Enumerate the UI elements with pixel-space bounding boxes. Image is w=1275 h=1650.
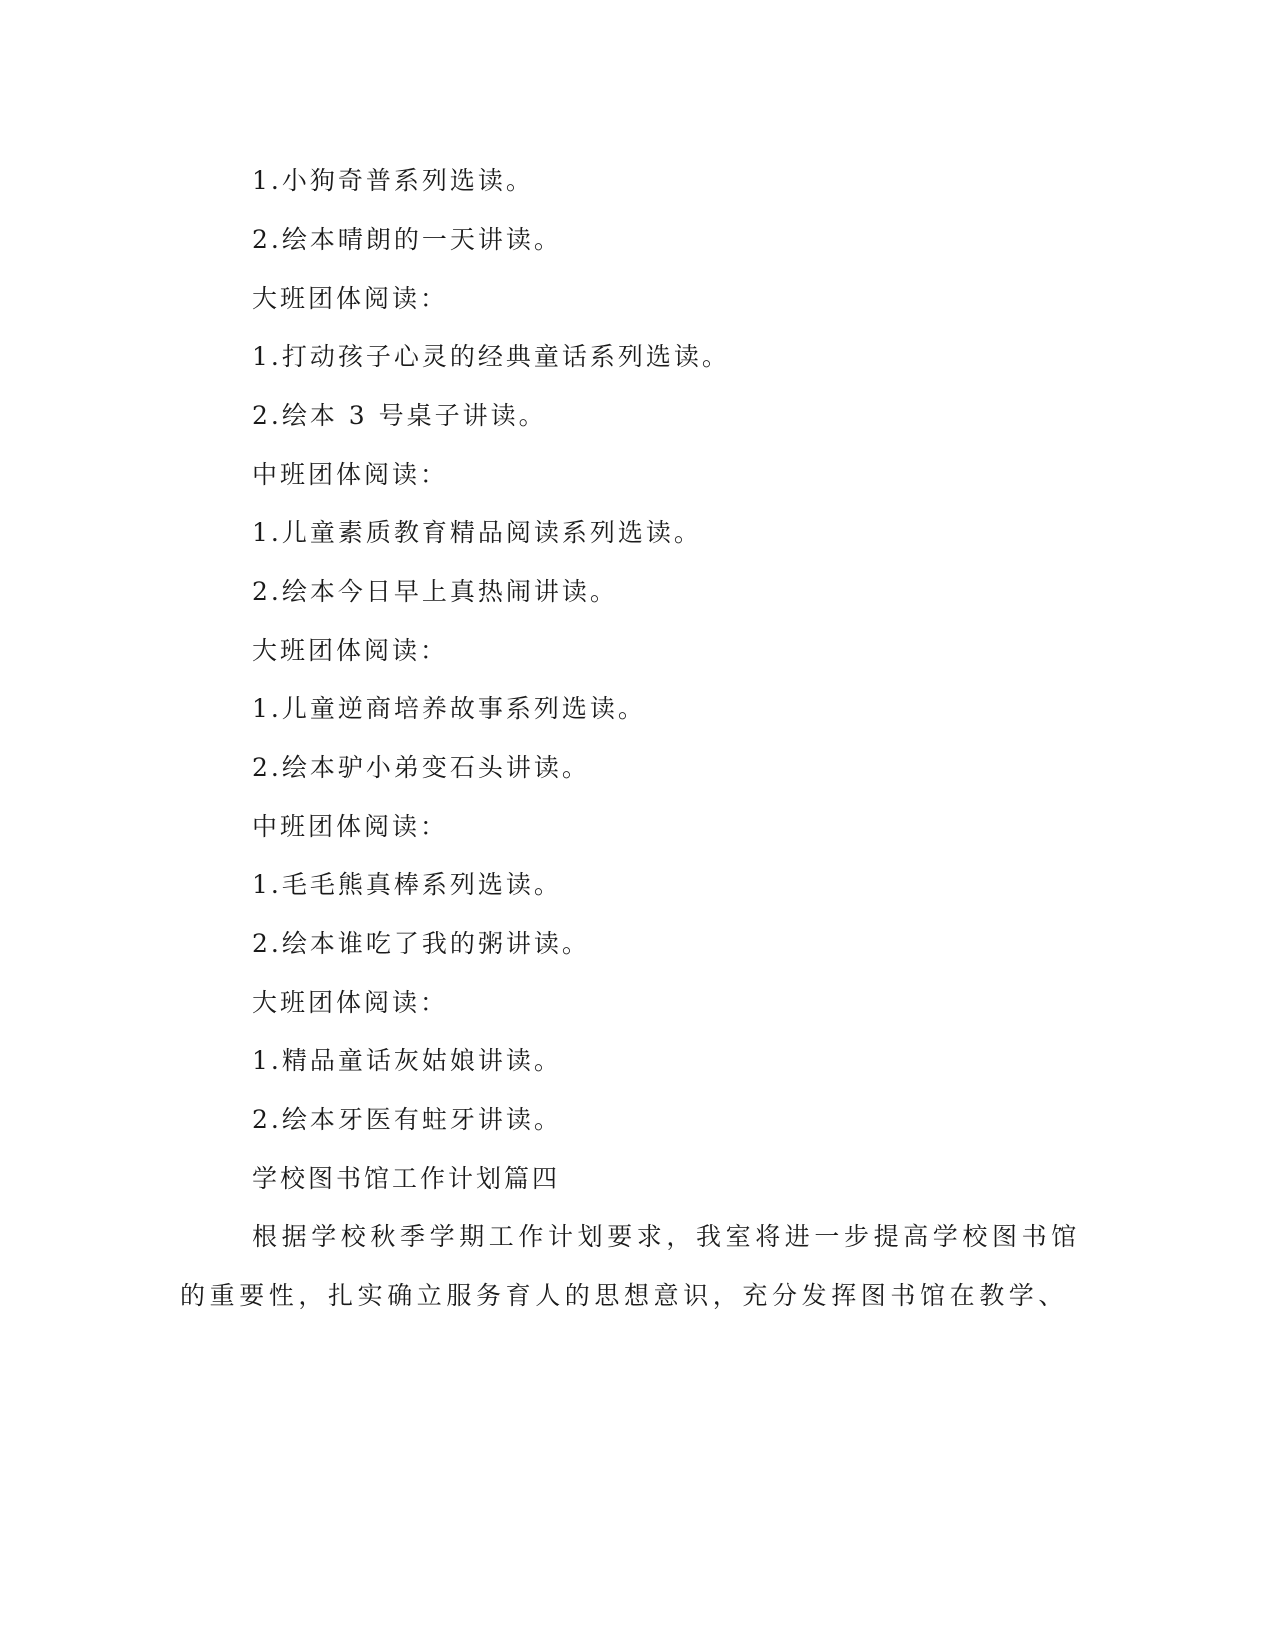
section-heading: 中班团体阅读： (252, 812, 449, 841)
paragraph-line: 根据学校秋季学期工作计划要求，我室将进一步提高学校图书馆 (252, 1222, 1081, 1251)
section-heading: 大班团体阅读： (252, 284, 449, 313)
text-line: 2.绘本牙医有蛀牙讲读。 (252, 1105, 562, 1134)
text-line: 2.绘本谁吃了我的粥讲读。 (252, 929, 590, 958)
text-line: 2.绘本驴小弟变石头讲读。 (252, 753, 590, 782)
text-line: 2.绘本 3 号桌子讲读。 (252, 401, 547, 430)
text-line: 1.打动孩子心灵的经典童话系列选读。 (252, 342, 730, 371)
text-line: 1.小狗奇普系列选读。 (252, 166, 534, 195)
text-line: 1.儿童逆商培养故事系列选读。 (252, 694, 646, 723)
section-heading: 中班团体阅读： (252, 460, 449, 489)
section-heading: 大班团体阅读： (252, 636, 449, 665)
article-title: 学校图书馆工作计划篇四 (252, 1164, 561, 1193)
text-line: 1.精品童话灰姑娘讲读。 (252, 1046, 562, 1075)
paragraph-line: 的重要性，扎实确立服务育人的思想意识，充分发挥图书馆在教学、 (180, 1281, 1069, 1310)
text-line: 1.儿童素质教育精品阅读系列选读。 (252, 518, 702, 547)
text-line: 2.绘本晴朗的一天讲读。 (252, 225, 562, 254)
text-line: 1.毛毛熊真棒系列选读。 (252, 870, 562, 899)
section-heading: 大班团体阅读： (252, 988, 449, 1017)
text-line: 2.绘本今日早上真热闹讲读。 (252, 577, 618, 606)
